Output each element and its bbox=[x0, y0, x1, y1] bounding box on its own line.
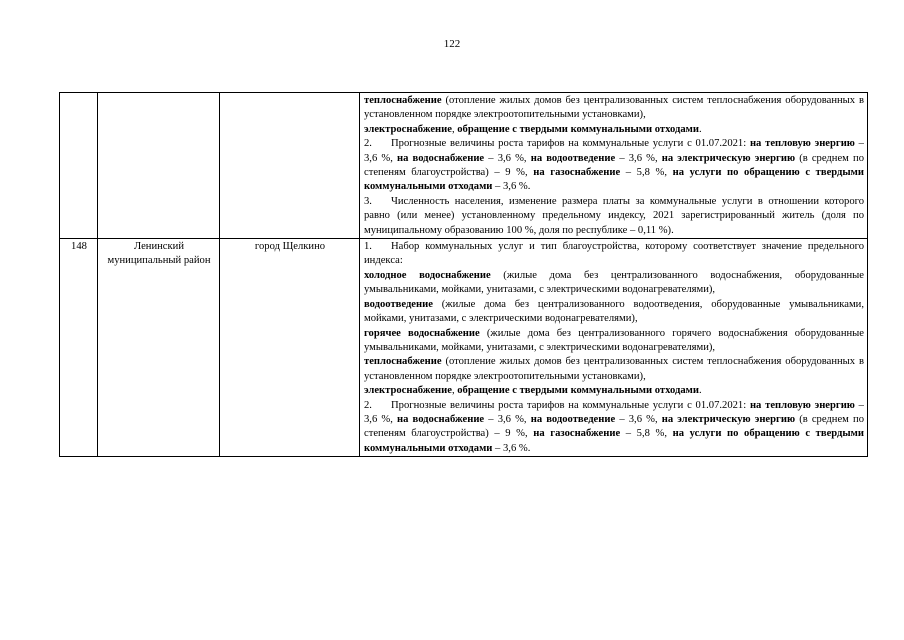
page-number: 122 bbox=[443, 38, 461, 50]
text-run: – 3,6 %, bbox=[484, 413, 531, 425]
text-run: Прогнозные величины роста тарифов на коммунальные услуги с 01.07.2021: bbox=[391, 138, 750, 150]
settlement-cell: город Щелкино bbox=[220, 239, 360, 457]
bold-text: обращение с твердыми коммунальными отходами bbox=[457, 123, 699, 135]
text-run: (отопление жилых домов без централизованных систем теплоснабжения оборудованных в установленном порядке электроотопительными установками), bbox=[364, 95, 864, 121]
district-cell bbox=[98, 93, 220, 239]
text-run: Численность населения, изменение размера платы за коммунальные услуги в отношении которого равно (или менее) установленному предельному индексу, 2021 зарегистрированный житель (доля по муниципальному образованию 100 %, доля по республике – 0,11 %). bbox=[364, 195, 864, 236]
description-cell bbox=[360, 93, 868, 239]
item-number: 3. bbox=[364, 195, 372, 207]
bold-text: обращение с твердыми коммунальными отходами bbox=[457, 385, 699, 397]
bold-text: на электрическую энергию bbox=[661, 152, 796, 164]
paragraph bbox=[364, 399, 864, 457]
text-run: – 3,6 %. bbox=[492, 181, 531, 193]
row-number-cell bbox=[60, 93, 98, 239]
paragraph bbox=[364, 298, 864, 327]
paragraph bbox=[364, 137, 864, 195]
bold-text: на газоснабжение bbox=[533, 428, 621, 440]
bold-text: на тепловую энергию bbox=[749, 138, 855, 150]
document-table bbox=[59, 92, 868, 457]
text-run: – 3,6 %, bbox=[615, 413, 662, 425]
paragraph bbox=[364, 94, 864, 123]
text-run: – 3,6 %, bbox=[484, 152, 531, 164]
bold-text: на водоотведение bbox=[530, 413, 616, 425]
paragraph bbox=[364, 384, 864, 398]
bold-text: на водоснабжение bbox=[397, 413, 485, 425]
bold-text: на электрическую энергию bbox=[661, 413, 796, 425]
settlement-cell bbox=[220, 93, 360, 239]
paragraph bbox=[364, 123, 864, 137]
paragraph bbox=[364, 240, 864, 269]
text-run: . bbox=[698, 385, 702, 397]
text-run: – 5,8 %, bbox=[620, 428, 673, 440]
text-run: Набор коммунальных услуг и тип благоустройства, которому соответствует значение предельного индекса: bbox=[364, 241, 864, 267]
bold-text: на тепловую энергию bbox=[749, 399, 855, 411]
description-cell bbox=[360, 239, 868, 457]
row-number-cell: 148 bbox=[60, 239, 98, 457]
bold-text: теплоснабжение bbox=[364, 356, 442, 368]
bold-text: на услуги по обращению с твердыми коммунальными отходами bbox=[364, 167, 864, 193]
text-run: – 3,6 %, bbox=[364, 138, 864, 164]
bold-text: электроснабжение bbox=[364, 385, 452, 397]
item-number: 1. bbox=[364, 241, 372, 253]
text-run: (в среднем по степеням благоустройства) – 9 %, bbox=[364, 413, 864, 440]
paragraph bbox=[364, 195, 864, 238]
text-run: (жилые дома без централизованного горячего водоснабжения оборудованные умывальниками, мойками, унитазами, с электрическими водонагревателями), bbox=[364, 327, 864, 353]
bold-text: на услуги по обращению с твердыми коммунальными отходами bbox=[364, 428, 864, 454]
text-run: (отопление жилых домов без централизованных систем теплоснабжения оборудованных в установленном порядке электроотопительными установками), bbox=[364, 356, 864, 382]
paragraph bbox=[364, 327, 864, 356]
paragraph bbox=[364, 355, 864, 384]
bold-text: водоотведение bbox=[364, 298, 433, 310]
text-run: (в среднем по степеням благоустройства) – 9 %, bbox=[364, 152, 864, 179]
bold-text: теплоснабжение bbox=[364, 95, 442, 106]
item-number: 2. bbox=[364, 399, 372, 411]
bold-text: на водоотведение bbox=[530, 152, 616, 164]
text-run: (жилые дома без централизованного водоснабжения, оборудованные умывальниками, мойками, унитазами, с электрическими водонагревателями), bbox=[364, 269, 864, 296]
table-row bbox=[60, 93, 868, 239]
paragraph bbox=[364, 269, 864, 298]
text-run: , bbox=[451, 385, 458, 397]
text-run: (жилые дома без централизованного водоотведения, оборудованные умывальниками, мойками, унитазами, с электрическими водонагревателями), bbox=[364, 298, 864, 325]
table-row bbox=[60, 239, 868, 457]
bold-text: на газоснабжение bbox=[533, 167, 621, 179]
text-run: – 3,6 %, bbox=[615, 152, 662, 164]
text-run: – 3,6 %. bbox=[492, 442, 531, 454]
bold-text: горячее водоснабжение bbox=[364, 327, 480, 339]
bold-text: холодное водоснабжение bbox=[364, 269, 491, 281]
bold-text: на водоснабжение bbox=[397, 152, 485, 164]
text-run: Прогнозные величины роста тарифов на коммунальные услуги с 01.07.2021: bbox=[391, 399, 750, 411]
text-run: – 3,6 %, bbox=[364, 399, 864, 425]
text-run: . bbox=[698, 123, 702, 135]
item-number: 2. bbox=[364, 138, 372, 150]
district-cell: Ленинский муниципальный район bbox=[98, 239, 220, 457]
text-run: – 5,8 %, bbox=[620, 167, 673, 179]
text-run: , bbox=[451, 123, 458, 135]
bold-text: электроснабжение bbox=[364, 123, 452, 135]
